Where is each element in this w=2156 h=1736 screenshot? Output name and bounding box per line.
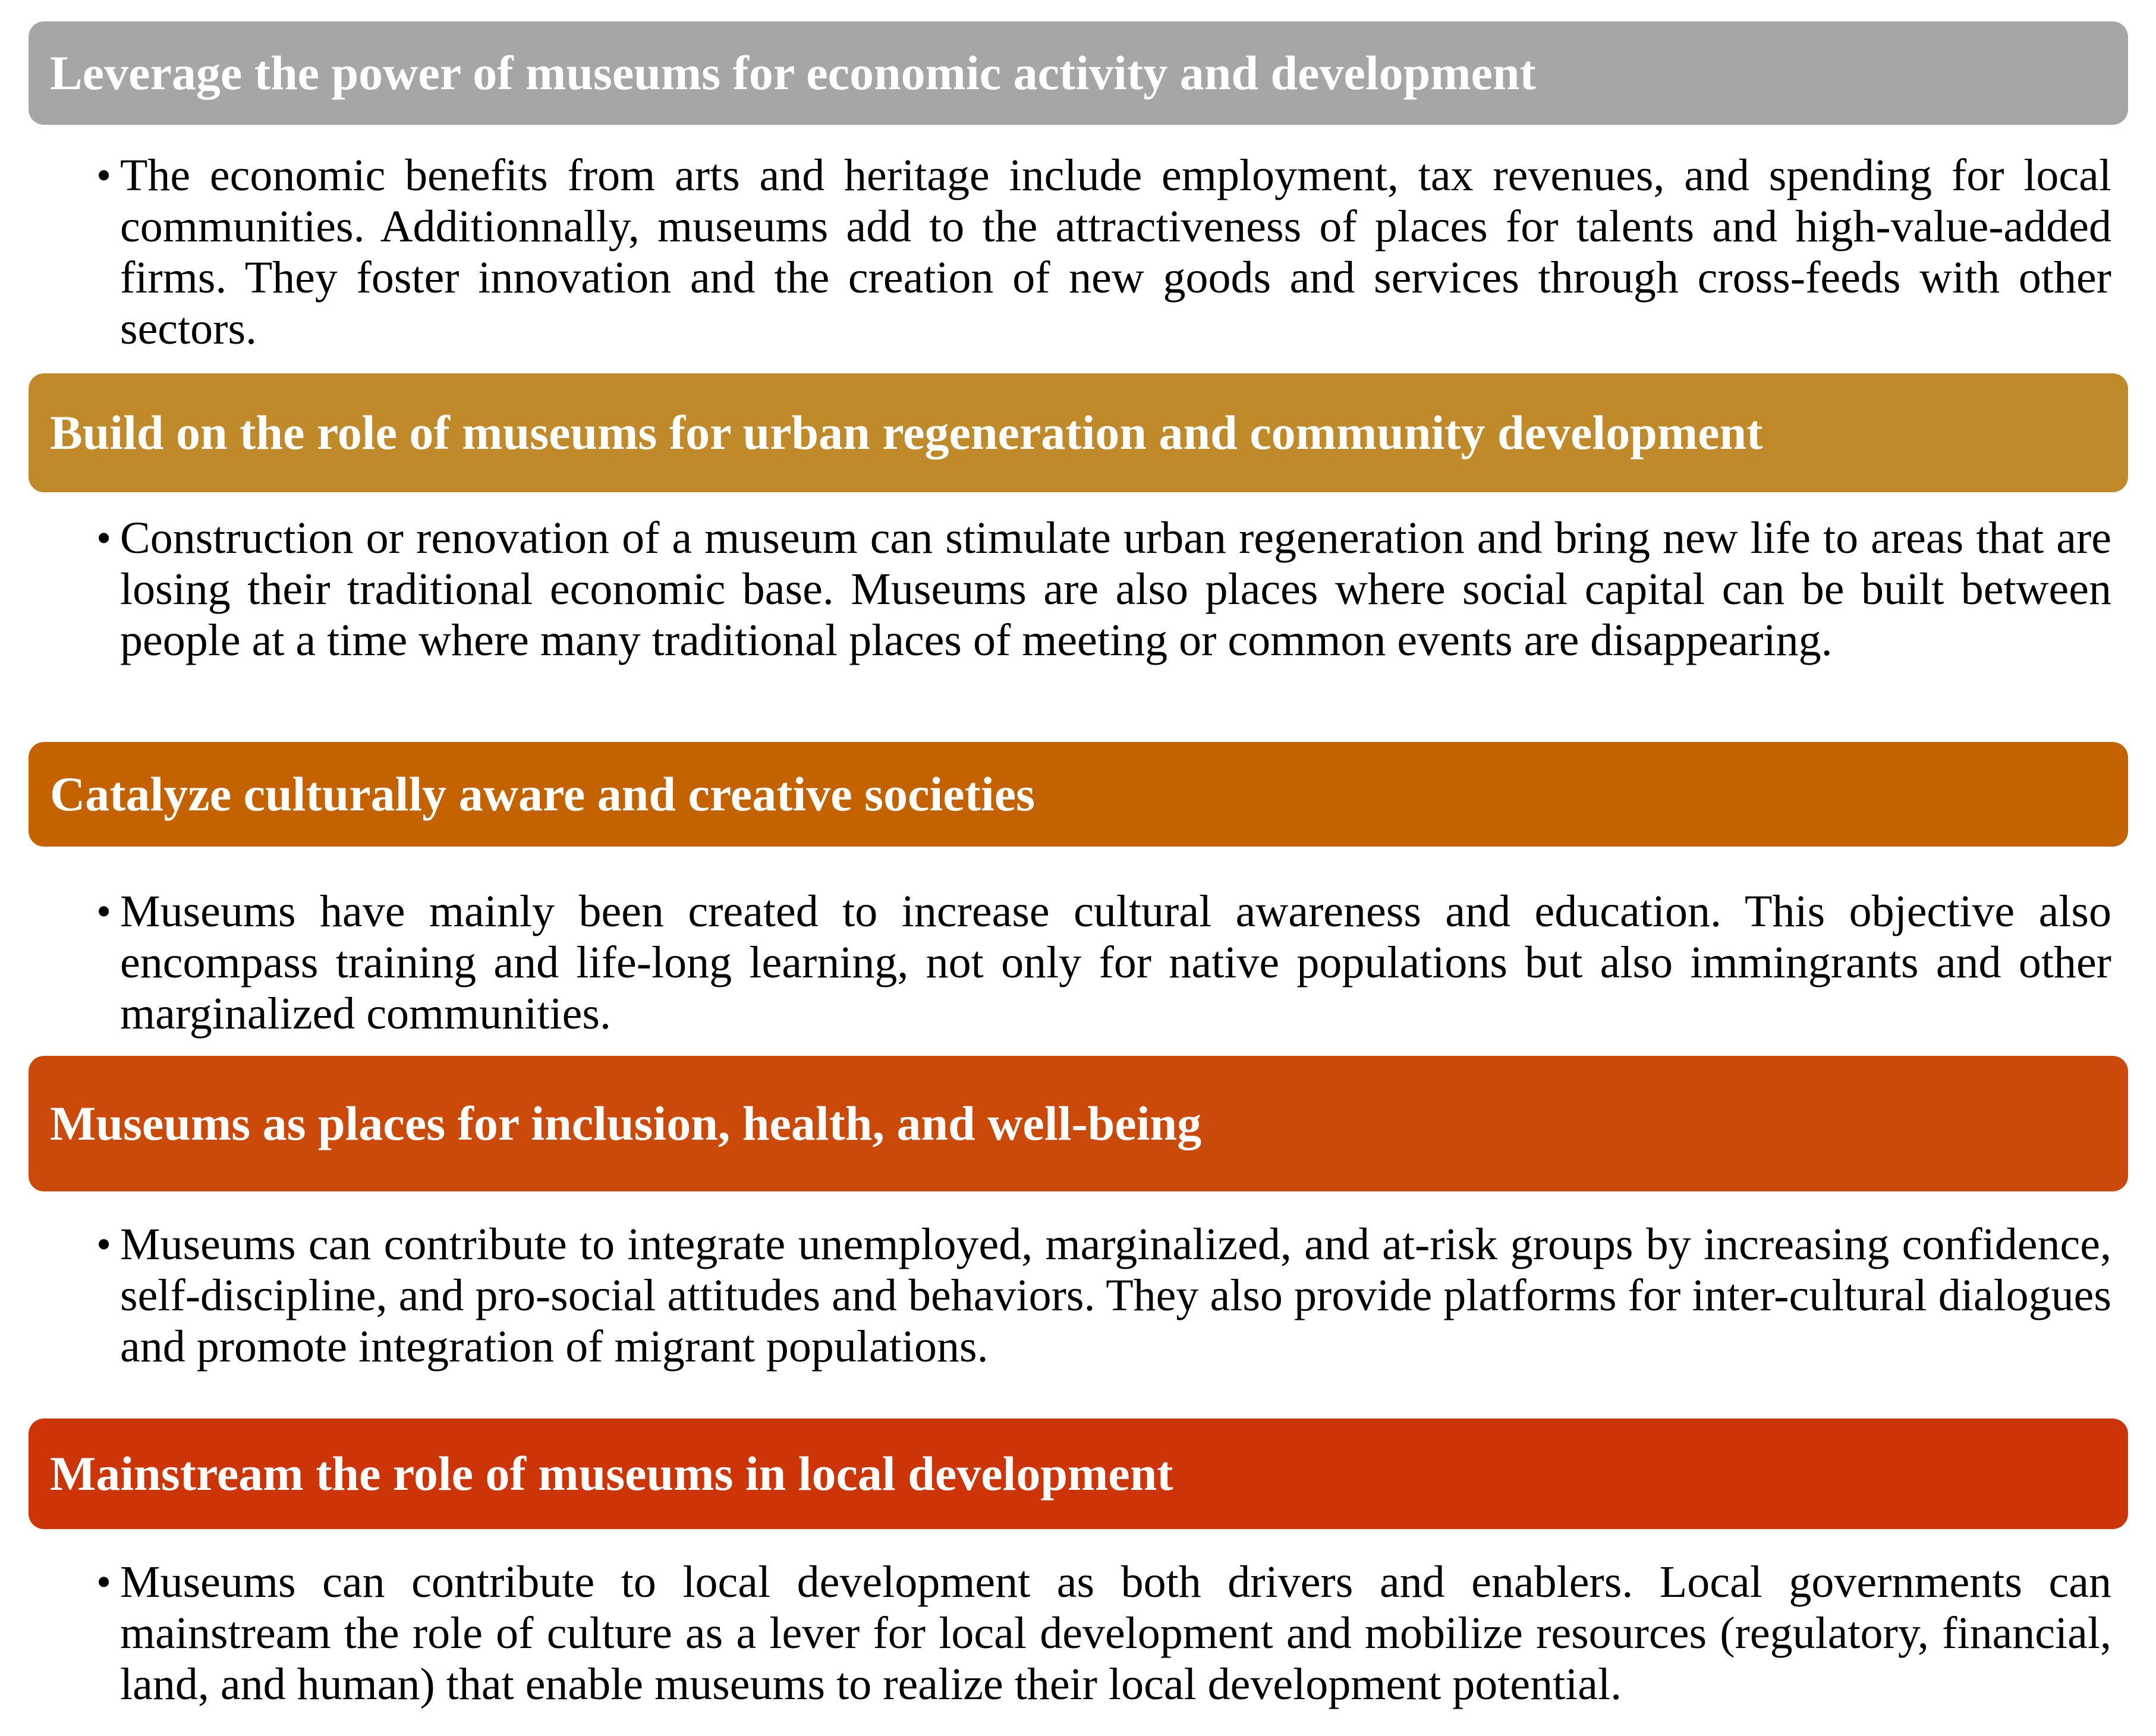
section-title: Museums as places for inclusion, health, and well-being: [50, 1096, 1202, 1150]
section-body: [89, 1219, 2111, 1372]
section-body: [89, 512, 2111, 666]
section-body: [89, 150, 2111, 354]
section-header: [29, 1419, 2128, 1529]
section-header: [29, 742, 2128, 847]
section-text: Construction or renovation of a museum can stimulate urban regeneration and bring new life to areas that are losing their traditional economic base. Museums are also places where social capital can be built between people at a time where many traditional places of meeting or common events are disappearing.: [120, 513, 2111, 665]
bullet-icon: •: [96, 152, 112, 199]
section-header: [29, 1056, 2128, 1191]
section-text: Museums can contribute to integrate unemployed, marginalized, and at-risk groups by increasing confidence, self-discipline, and pro-social attitudes and behaviors. They also provide platforms for inter-cultural dialogues and promote integration of migrant populations.: [120, 1219, 2111, 1372]
section-text: The economic benefits from arts and heritage include employment, tax revenues, and spending for local communities. Additionnally, museums add to the attractiveness of places for talents and high-value-added firms. They foster innovation and the creation of new goods and services through cross-feeds with other sectors.: [120, 150, 2111, 354]
section-title: Mainstream the role of museums in local development: [50, 1446, 1173, 1501]
section-text: Museums have mainly been created to increase cultural awareness and education. This objective also encompass training and life-long learning, not only for native populations but also immingrants and other marginalized communities.: [120, 886, 2111, 1039]
bullet-icon: •: [96, 1558, 112, 1606]
bullet-icon: •: [96, 888, 112, 935]
section-header: [29, 373, 2128, 492]
section-text: Museums can contribute to local development as both drivers and enablers. Local governments can mainstream the role of culture as a lever for local development and mobilize resources (regulatory, financial, land, and human) that enable museums to realize their local development potential.: [120, 1557, 2111, 1709]
section-title: Catalyze culturally aware and creative societies: [50, 767, 1035, 821]
section-title: Leverage the power of museums for economic activity and development: [50, 46, 1536, 100]
section-title: Build on the role of museums for urban regeneration and community development: [50, 405, 1763, 460]
section-body: [89, 1556, 2111, 1710]
section-body: [89, 886, 2111, 1039]
section-header: [29, 21, 2128, 125]
bullet-icon: •: [96, 514, 112, 562]
bullet-icon: •: [96, 1221, 112, 1268]
